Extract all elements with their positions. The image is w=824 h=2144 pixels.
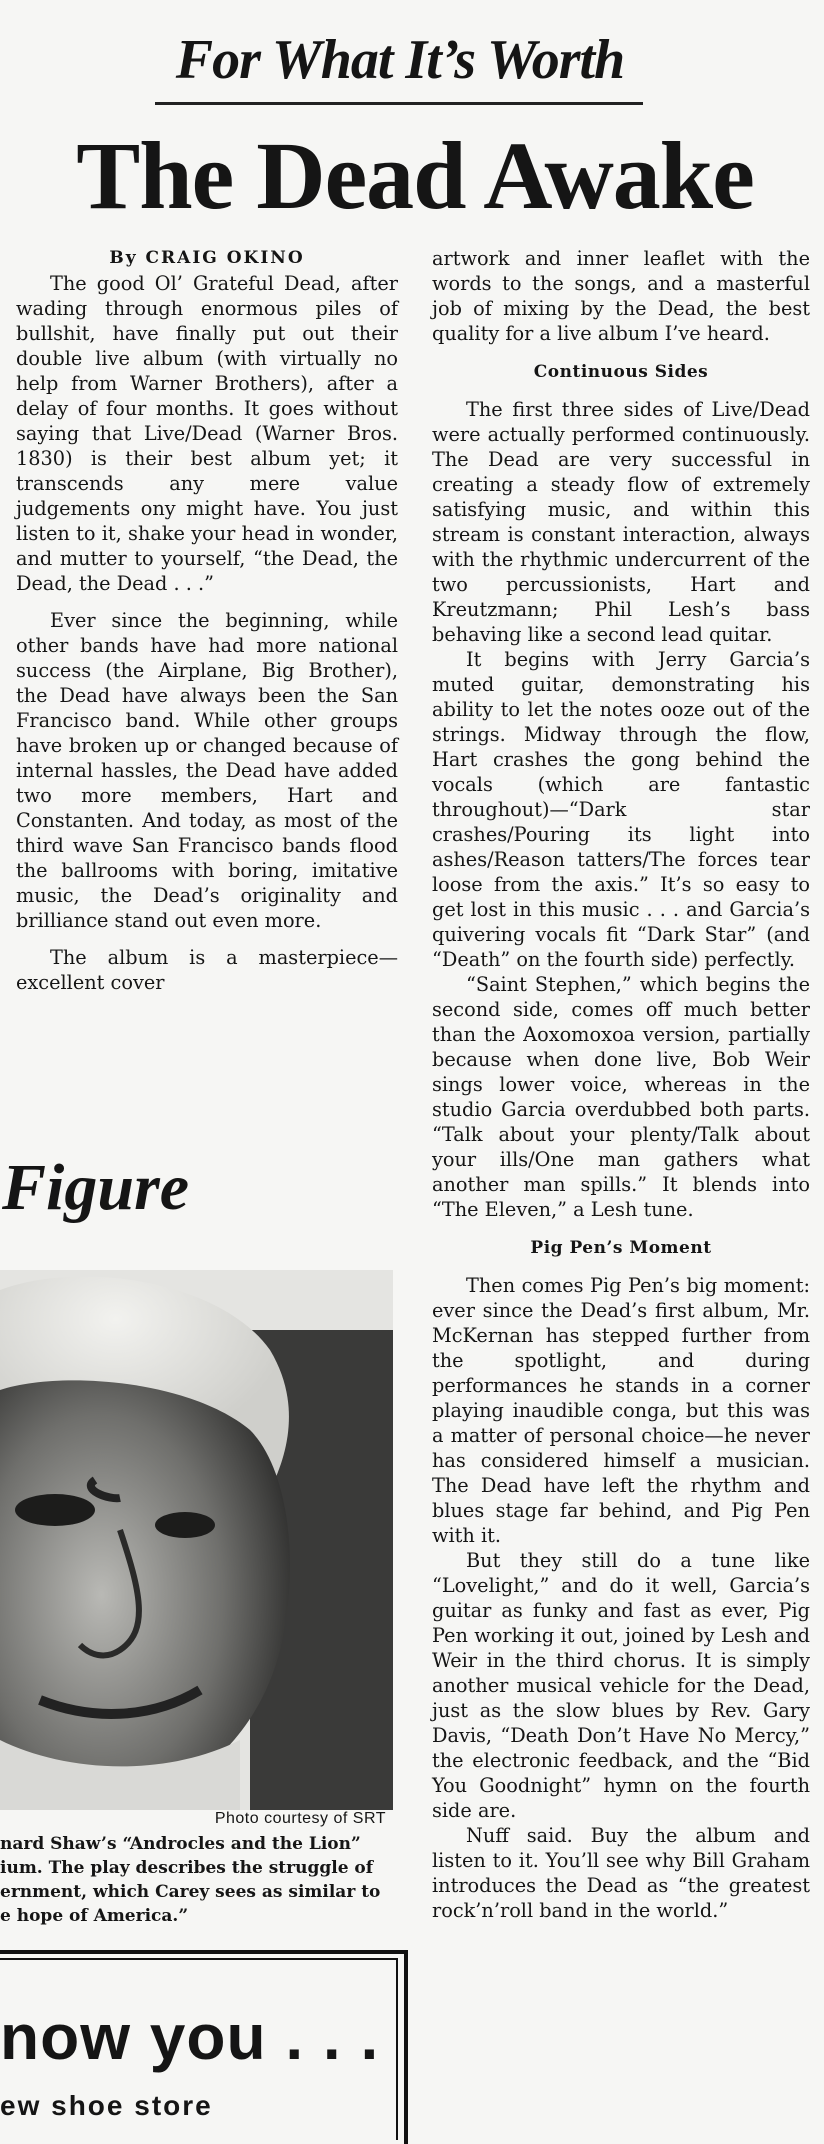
caption-line: e hope of America.”	[0, 1906, 189, 1926]
article-column-1	[16, 246, 398, 995]
caption-line: ium. The play describes the struggle of	[0, 1858, 374, 1878]
paragraph: Nuff said. Buy the album and listen to it. You’ll see why Bill Graham introduces the Dead as “the greatest rock’n’roll band in the world.”	[432, 1824, 810, 1922]
paragraph: The good Ol’ Grateful Dead, after wading through enormous piles of bullshit, have finally put out their double live album (with virtually no help from Warner Brothers), after a delay of four months. It goes without saying that Live/Dead (Warner Bros. 1830) is their best album yet; it transcends any mere value judgements ony might have. You just listen to it, shake your head in wonder, and mutter to yourself, “the Dead, the Dead, the Dead . . .”	[16, 272, 398, 595]
portrait-photo	[0, 1270, 393, 1810]
article-column-2	[432, 246, 810, 1923]
paragraph: The album is a masterpiece—excellent cover	[16, 946, 398, 994]
caption-line: ernment, which Carey sees as similar to	[0, 1882, 381, 1902]
advertisement-subline: ew shoe store	[0, 2090, 213, 2121]
kicker-rule	[155, 102, 643, 105]
subhead-pig-pens-moment: Pig Pen’s Moment	[530, 1238, 712, 1258]
column-kicker-title: For What It’s Worth	[175, 29, 625, 91]
paragraph: But they still do a tune like “Lovelight,” and do it well, Garcia’s guitar as funky and fast as ever, Pig Pen working it out, joined by Lesh and Weir in the third chorus. It is simply another musical vehicle for the Dead, just as the slow blues by Rev. Gary Davis, “Death Don’t Have No Mercy,” the electronic feedback, and the “Bid You Goodnight” hymn on the fourth side are.	[432, 1549, 810, 1822]
byline: By CRAIG OKINO	[109, 248, 305, 268]
paragraph: It begins with Jerry Garcia’s muted guitar, demonstrating his ability to let the notes ooze out of the strings. Midway through the flow, Hart crashes the gong behind the vocals (which are fantastic throughout)—“Dark star crashes/Pouring its light into ashes/Reason tatters/The forces tear loose from the axis.” It’s so easy to get lost in this music . . . and Garcia’s quivering vocals fit “Dark Star” (and “Death” on the fourth side) perfectly.	[432, 648, 810, 971]
advertisement-headline: now you . . .	[0, 2001, 380, 2073]
paragraph: artwork and inner leaflet with the words to the songs, and a masterful job of mixing by the Dead, the best quality for a live album I’ve heard.	[432, 247, 810, 345]
photo-caption	[0, 1832, 392, 1928]
paragraph: Ever since the beginning, while other bands have had more national success (the Airplane, Big Brother), the Dead have always been the San Francisco band. While other groups have broken up or changed because of internal hassles, the Dead have added two more members, Hart and Constanten. And today, as most of the third wave San Francisco bands flood the ballrooms with boring, imitative music, the Dead’s originality and brilliance stand out even more.	[16, 609, 398, 932]
caption-line: nard Shaw’s “Androcles and the Lion”	[0, 1834, 361, 1854]
paragraph: The first three sides of Live/Dead were actually performed continuously. The Dead are very successful in creating a steady flow of extremely satisfying music, and within this stream is constant interaction, always with the rhythmic undercurrent of the two percussionists, Hart and Kreutzmann; Phil Lesh’s bass behaving like a second lead quitar.	[432, 398, 810, 646]
photo-credit: Photo courtesy of SRT	[214, 1810, 386, 1827]
adjacent-article-title: Figure	[2, 1151, 190, 1224]
subhead-continuous-sides: Continuous Sides	[533, 362, 709, 382]
article-headline: The Dead Awake	[76, 122, 754, 229]
paragraph: Then comes Pig Pen’s big moment: ever since the Dead’s first album, Mr. McKernan has stepped further from the spotlight, and during performances he stands in a corner playing inaudible conga, but this was a matter of personal choice—he never has considered himself a musician. The Dead have left the rhythm and blues stage far behind, and Pig Pen with it.	[432, 1274, 810, 1547]
paragraph: “Saint Stephen,” which begins the second side, comes off much better than the Aoxomoxoa version, partially because when done live, Bob Weir sings lower voice, whereas in the studio Garcia overdubbed both parts. “Talk about your plenty/Talk about your ills/One man gathers what another man spills.” It blends into “The Eleven,” a Lesh tune.	[432, 973, 810, 1221]
portrait-photo-drawing	[0, 1270, 393, 1810]
